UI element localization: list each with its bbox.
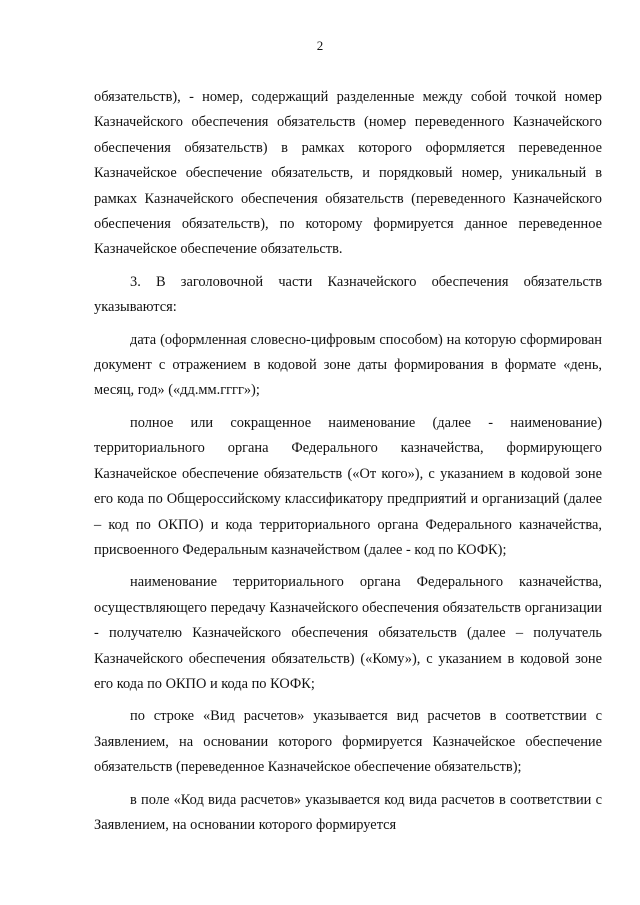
paragraph-settlement-code: в поле «Код вида расчетов» указывается код вида расчетов в соответствии с Заявлением, на основании которого формируется <box>94 791 602 833</box>
page-number: 2 <box>316 38 324 53</box>
paragraph-settlement-type: по строке «Вид расчетов» указывается вид расчетов в соответствии с Заявлением, на основании которого формируется Казначейское обеспечение обязательств (переведенное Казначейское обеспечение обязательств); <box>94 708 602 776</box>
paragraph-continuation: обязательств), - номер, содержащий разделенные между собой точкой номер Казначейского обеспечения обязательств (номер переведенного Казначейского обеспечения обязательств) в рамках которого оформляется переведенное Казначейское обеспечение обязательств, и порядковый номер, уникальный в рамках Казначейского обеспечения обязательств (переведенного Казначейского обеспечения обязательств), по которому формируется данное переведенное Казначейское обеспечение обязательств. <box>94 89 602 258</box>
paragraph-recipient: наименование территориального органа Федерального казначейства, осуществляющего передачу Казначейского обеспечения обязательств организации - получателю Казначейского обеспечения обязательств (далее – получатель Казначейского обеспечения обязательств) («Кому»), с указанием в кодовой зоне его кода по ОКПО и кода по КОФК; <box>94 574 602 692</box>
paragraph-date: дата (оформленная словесно-цифровым способом) на которую сформирован документ с отражением в кодовой зоне даты формирования в формате «день, месяц, год» («дд.мм.гггг»); <box>94 331 602 399</box>
paragraph-sender: полное или сокращенное наименование (далее - наименование) территориального органа Федерального казначейства, формирующего Казначейское обеспечение обязательств («От кого»), с указанием в кодовой зоне его кода по Общероссийскому классификатору предприятий и организаций (далее – код по ОКПО) и кода территориального органа Федерального казначейства, присвоенного Федеральным казначейством (далее - код по КОФК); <box>94 414 602 558</box>
paragraph-section-3: 3. В заголовочной части Казначейского обеспечения обязательств указываются: <box>94 273 602 316</box>
document-body <box>94 85 602 845</box>
